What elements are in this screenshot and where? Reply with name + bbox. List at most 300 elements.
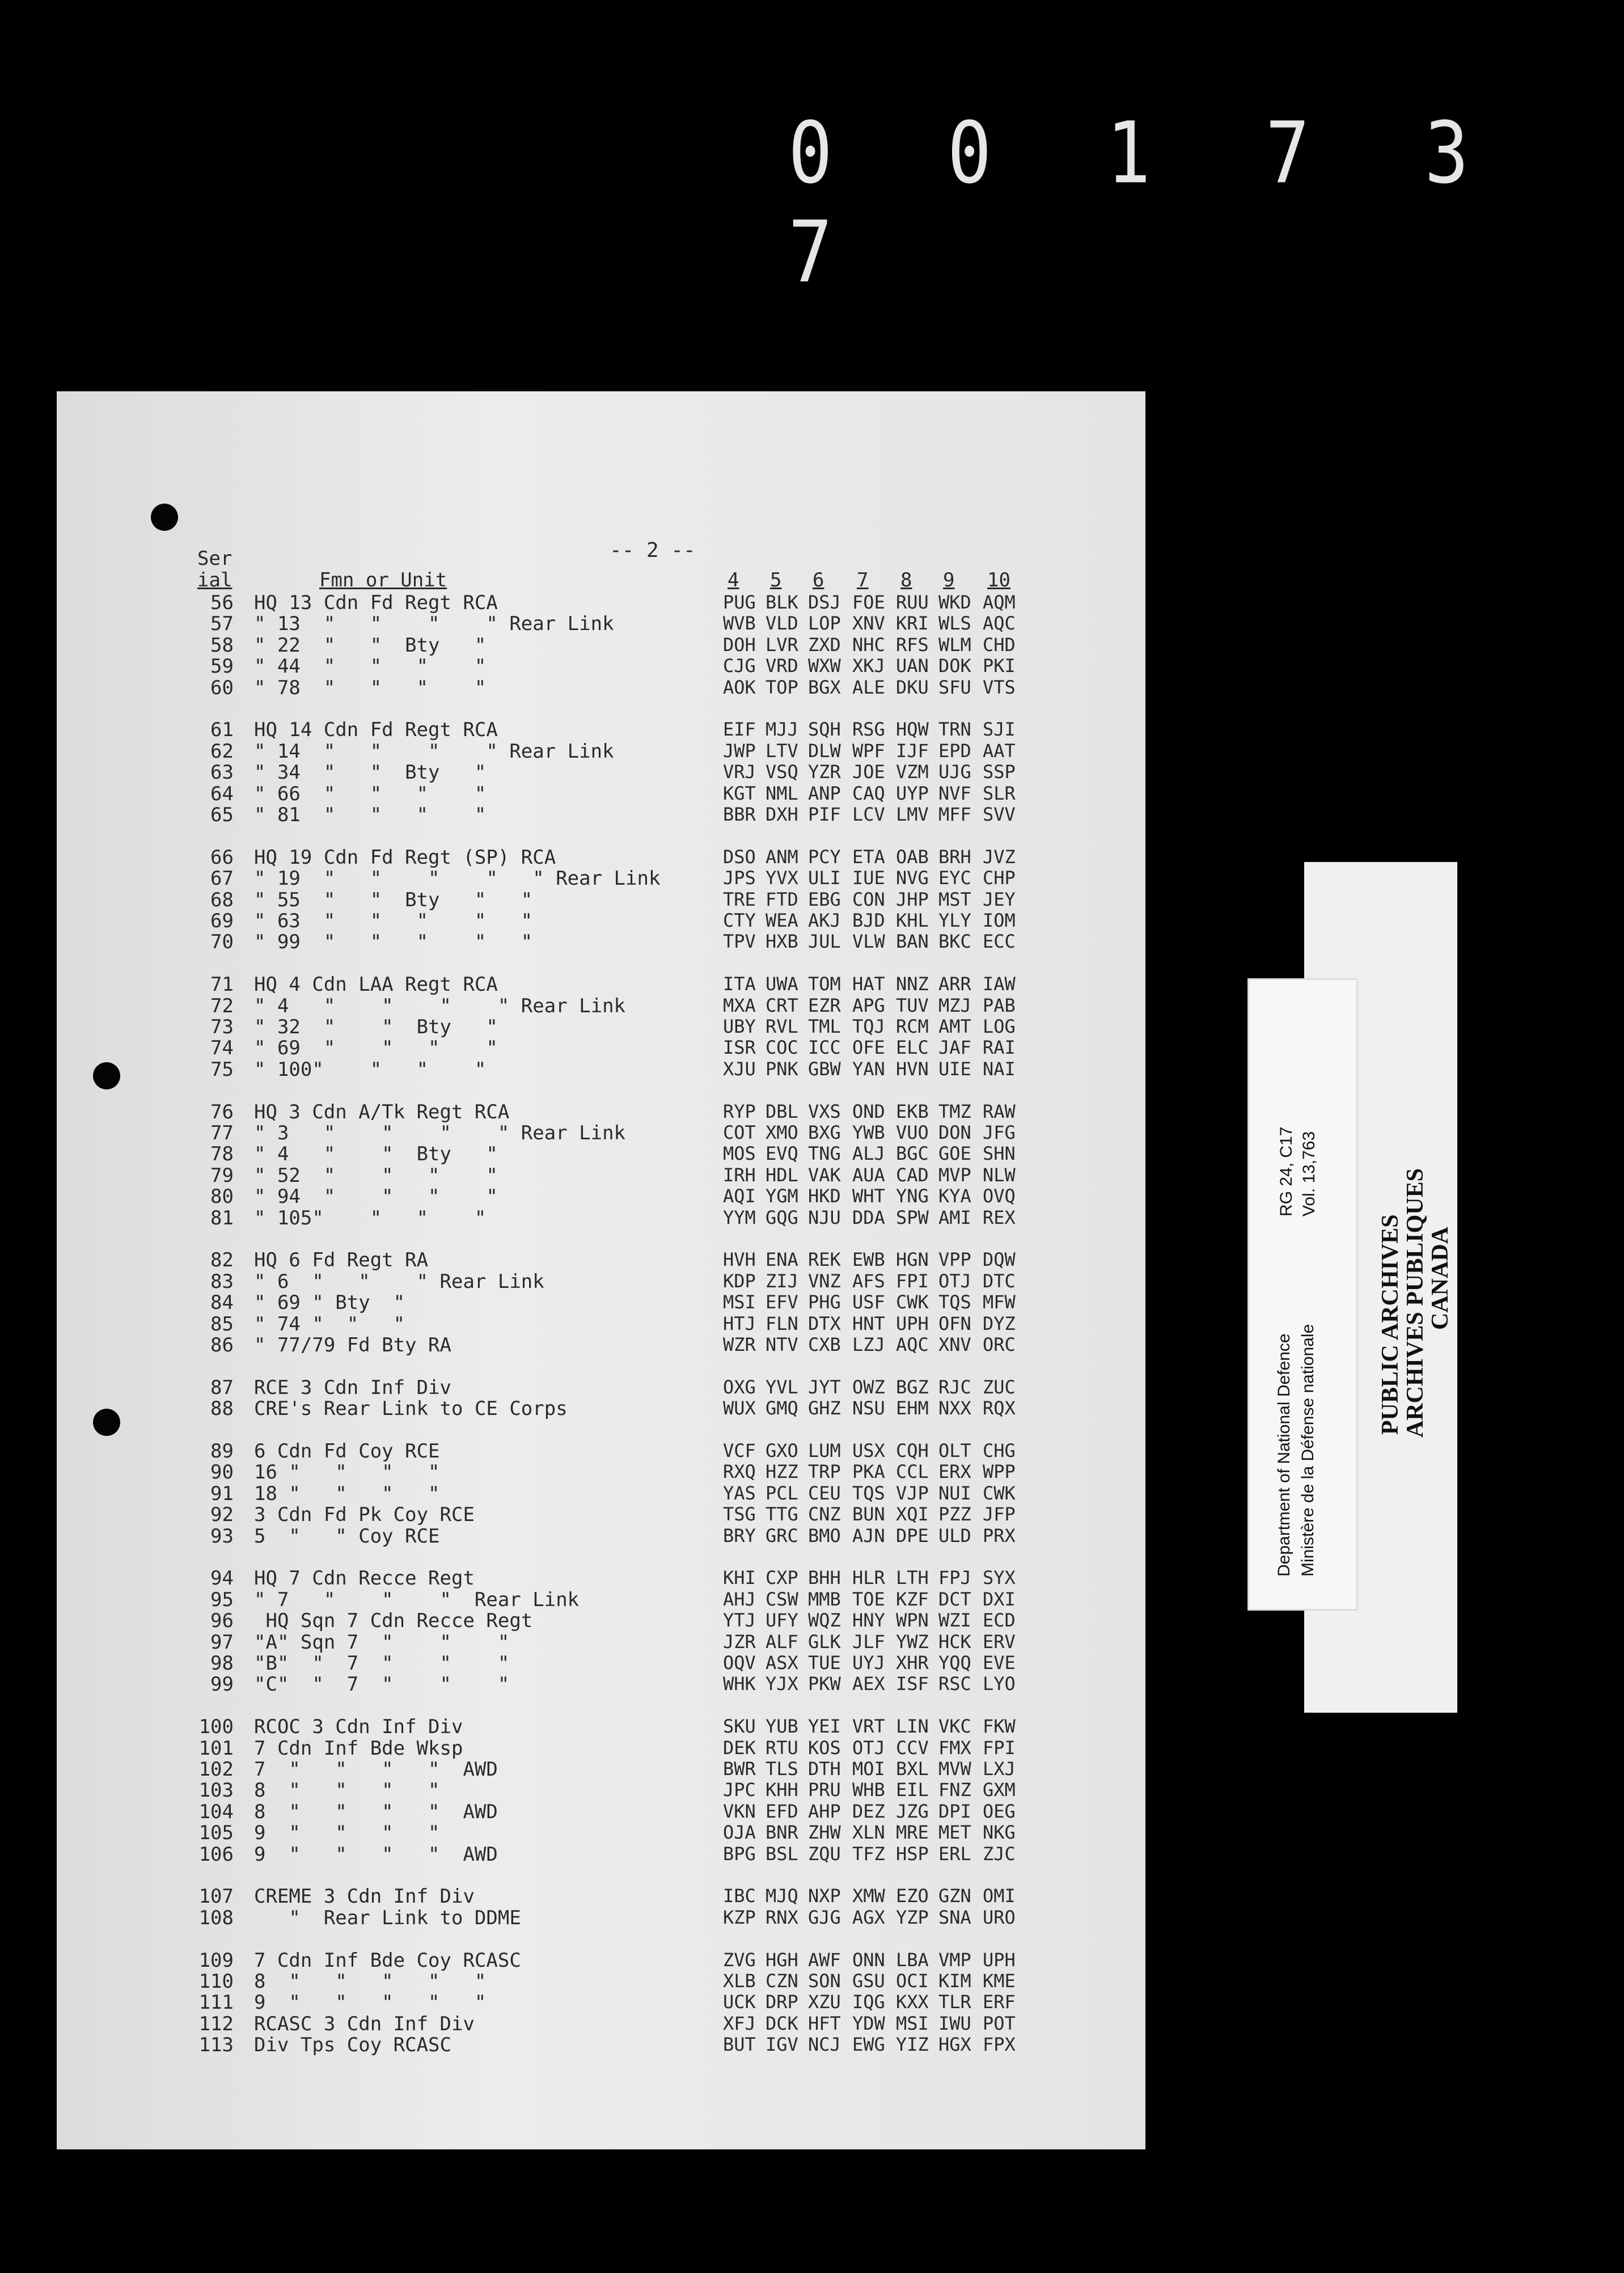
unit-name: Div Tps Coy RCASC [254,2034,451,2057]
code-cell: WKD [938,592,971,613]
serial-number: 66 [210,846,234,869]
code-cell: JEY [983,888,1016,910]
code-cell: DLW [808,740,841,762]
table-row [0,1291,1134,1315]
code-cell: EFV [766,1291,798,1313]
code-cell: JFP [983,1503,1016,1526]
code-cell: EIL [896,1779,929,1801]
code-cell: NCJ [808,2034,841,2056]
table-row [0,655,1134,676]
code-cell: RAW [983,1100,1016,1122]
code-cell: BBR [723,804,756,825]
code-cell: LYO [983,1673,1016,1695]
code-cell: UJG [938,761,971,783]
code-cell: VRT [852,1716,885,1738]
code-cell: IUE [852,867,885,889]
code-cell: URO [983,1906,1016,1928]
code-cell: OVQ [983,1185,1016,1207]
code-cell: NJU [808,1206,841,1228]
code-cell: TML [808,1016,841,1037]
code-cell: POT [983,2012,1016,2034]
table-row [0,1801,1134,1822]
table-row [0,1503,1134,1527]
code-cell: JVZ [983,846,1016,868]
code-cell: VRJ [723,761,756,783]
code-cell: AHJ [723,1588,756,1610]
code-cell: IGV [766,2034,798,2056]
code-cell: ISF [896,1673,929,1695]
table-row [0,592,1134,612]
code-cell: ULI [808,867,841,889]
table-row [0,1440,1134,1461]
serial-number: 101 [198,1737,234,1760]
serial-header-line1: Ser [197,547,232,570]
serial-number: 61 [210,719,234,742]
code-cell: FTD [766,888,798,910]
code-cell: TLR [938,1991,971,2013]
code-cell: MSI [896,2012,929,2034]
table-row [0,1207,1134,1228]
code-cell: AGX [852,1906,885,1928]
column-header: 4 [728,569,739,592]
code-cell: XZU [808,1991,841,2013]
serial-number: 89 [210,1440,234,1463]
serial-number: 63 [210,761,234,784]
code-cell: VLW [852,931,885,953]
code-cell: NUI [938,1482,971,1504]
code-cell: NTV [766,1334,798,1355]
code-cell: KZF [896,1588,929,1610]
serial-number: 83 [210,1270,234,1293]
code-cell: TPV [723,931,756,953]
table-row [0,1546,1134,1567]
serial-number: 84 [210,1291,234,1315]
code-cell: AQM [983,592,1016,613]
unit-name: RCE 3 Cdn Inf Div [254,1376,451,1399]
code-cell: OTJ [938,1270,971,1292]
code-cell: WUX [723,1397,756,1419]
code-cell: PUG [723,592,756,613]
code-cell: TUE [808,1652,841,1674]
code-cell: BKC [938,931,971,953]
code-cell: BWR [723,1758,756,1780]
code-cell: MVW [938,1758,971,1780]
code-cell: NHC [852,633,885,656]
code-cell: ITA [723,973,756,995]
code-cell: BGC [896,1143,929,1165]
code-cell: BHH [808,1567,841,1589]
code-cell: VLD [766,612,798,635]
code-cell: NVG [896,867,929,889]
code-cell: NVF [938,782,971,804]
unit-name: CRE's Rear Link to CE Corps [254,1397,568,1421]
code-cell: OQV [723,1652,756,1674]
code-cell: WHB [852,1779,885,1801]
code-cell: GOE [938,1143,971,1165]
code-cell: YEI [808,1716,841,1738]
code-cell: SQH [808,719,841,741]
code-cell: TOE [852,1588,885,1610]
table-row [0,1907,1134,1928]
code-cell: AFS [852,1270,885,1292]
serial-number: 57 [210,612,234,636]
code-cell: XMO [766,1122,798,1143]
unit-name: HQ Sqn 7 Cdn Recce Regt [254,1609,533,1633]
table-row [0,1673,1134,1694]
code-cell: YAS [723,1482,756,1504]
code-cell: TMZ [938,1100,971,1122]
serial-number: 87 [210,1376,234,1399]
code-cell: BPG [723,1843,756,1865]
code-cell: MSI [723,1291,756,1313]
table-row [0,1037,1134,1058]
table-row [0,1143,1134,1164]
unit-name: " 4 " " Bty " [254,1143,498,1166]
archive-ref-2: Vol. 13,763 [1300,1131,1318,1216]
code-cell: XFJ [723,2012,756,2034]
table-row [0,1101,1134,1122]
code-cell: ELC [896,1037,929,1059]
code-cell: USF [852,1291,885,1313]
serial-number: 94 [210,1567,234,1590]
department-en: Department of National Defence [1275,1333,1293,1577]
code-cell: VCF [723,1440,756,1461]
code-cell: REX [983,1206,1016,1228]
unit-name: " 6 " " " Rear Link [254,1270,544,1293]
code-cell: VMP [938,1949,971,1971]
code-cell: BGX [808,676,841,698]
code-cell: CTY [723,910,756,931]
unit-name: CREME 3 Cdn Inf Div [254,1885,475,1908]
code-cell: UWA [766,973,798,995]
code-cell: SYX [983,1567,1016,1589]
serial-number: 104 [198,1800,234,1823]
unit-name: 9 " " " " [254,1822,440,1845]
code-cell: YAN [852,1058,885,1080]
code-cell: AHP [808,1800,841,1822]
code-cell: DYZ [983,1312,1016,1334]
table-row [0,1334,1134,1355]
table-row [0,1355,1134,1376]
unit-name: 8 " " " " " [254,1970,487,1993]
archives-country: CANADA [1427,1227,1453,1330]
code-cell: BMO [808,1524,841,1547]
serial-number: 60 [210,676,234,699]
code-cell: BXG [808,1122,841,1143]
archives-en: PUBLIC ARCHIVES [1377,1214,1403,1435]
code-cell: CZN [766,1970,798,1992]
code-cell: TLS [766,1758,798,1780]
code-cell: TSG [723,1503,756,1526]
code-cell: MVP [938,1164,971,1186]
code-cell: PKA [852,1461,885,1483]
code-cell: OTJ [852,1737,885,1759]
code-cell: WXW [808,655,841,677]
column-header: 6 [813,569,824,592]
table-row [0,1185,1134,1209]
code-cell: RUU [896,592,929,613]
code-cell: CJG [723,655,756,677]
code-cell: ETA [852,846,885,868]
serial-number: 111 [198,1991,234,2014]
unit-name: RCASC 3 Cdn Inf Div [254,2012,475,2035]
code-cell: LOG [983,1016,1016,1037]
code-cell: COC [766,1037,798,1059]
code-cell: KHI [723,1567,756,1589]
code-cell: FPI [896,1270,929,1292]
code-cell: SKU [723,1716,756,1738]
code-cell: TRN [938,719,971,741]
code-cell: KME [983,1970,1016,1992]
serial-number: 86 [210,1334,234,1357]
code-cell: OWZ [852,1376,885,1398]
code-cell: AMI [938,1206,971,1228]
code-cell: ERF [983,1991,1016,2013]
code-cell: XHR [896,1652,929,1674]
code-cell: ECD [983,1609,1016,1632]
serial-number: 67 [210,867,234,890]
serial-number: 110 [198,1970,234,1993]
code-cell: HFT [808,2012,841,2034]
code-cell: WHK [723,1673,756,1695]
code-cell: NML [766,782,798,804]
code-cell: DTC [983,1270,1016,1292]
code-cell: BNR [766,1822,798,1844]
code-cell: ERX [938,1461,971,1483]
code-cell: HAT [852,973,885,995]
unit-name: " 77/79 Fd Bty RA [254,1334,451,1357]
code-cell: DEZ [852,1800,885,1822]
unit-name: " 81 " " " " [254,804,487,826]
code-cell: WVB [723,612,756,635]
code-cell: XNV [852,612,885,635]
code-cell: ASX [766,1652,798,1674]
code-cell: GZN [938,1885,971,1907]
table-row [0,1695,1134,1716]
code-cell: CXB [808,1334,841,1355]
code-cell: WPF [852,740,885,762]
code-cell: EZR [808,994,841,1016]
table-row [0,995,1134,1016]
code-cell: OLT [938,1440,971,1461]
serial-number: 93 [210,1524,234,1548]
unit-name: HQ 14 Cdn Fd Regt RCA [254,719,498,742]
code-cell: ANP [808,782,841,804]
code-cell: REK [808,1249,841,1271]
table-row [0,1822,1134,1843]
table-row [0,1758,1134,1779]
code-cell: CHG [983,1440,1016,1461]
code-cell: XQI [896,1503,929,1526]
table-row [0,1970,1134,1991]
code-cell: ZJC [983,1843,1016,1865]
code-cell: XMW [852,1885,885,1907]
code-cell: YVL [766,1376,798,1398]
serial-number: 62 [210,740,234,763]
serial-number: 112 [198,2012,234,2035]
code-cell: DSJ [808,592,841,613]
code-cell: NAI [983,1058,1016,1080]
code-cell: TRP [808,1461,841,1483]
code-cell: PCY [808,846,841,868]
code-cell: YIZ [896,2034,929,2056]
serial-number: 75 [210,1058,234,1081]
code-cell: CAQ [852,782,885,804]
code-cell: RQX [983,1397,1016,1419]
table-row [0,1928,1134,1949]
code-cell: ERL [938,1843,971,1865]
code-cell: LUM [808,1440,841,1461]
table-row [0,719,1134,740]
code-cell: WPP [983,1461,1016,1483]
code-cell: DPE [896,1524,929,1547]
code-cell: DSO [723,846,756,868]
code-cell: VKC [938,1716,971,1738]
code-cell: HCK [938,1630,971,1653]
code-cell: EZO [896,1885,929,1907]
code-cell: ISR [723,1037,756,1059]
table-row [0,2013,1134,2034]
code-cell: VKN [723,1800,756,1822]
code-cell: DQW [983,1249,1016,1271]
code-cell: COT [723,1122,756,1143]
code-cell: VAK [808,1164,841,1186]
code-cell: KRI [896,612,929,635]
code-cell: KZP [723,1906,756,1928]
code-cell: MRE [896,1822,929,1844]
code-cell: RCM [896,1016,929,1037]
frame-number: 0 0 1 7 3 7 [788,103,1504,302]
unit-name: " 14 " " " " Rear Link [254,740,614,763]
code-cell: KOS [808,1737,841,1759]
serial-number: 73 [210,1016,234,1038]
table-row [0,1270,1134,1291]
code-cell: BGZ [896,1376,929,1398]
table-row [0,1016,1134,1037]
code-cell: YZP [896,1906,929,1928]
code-cell: TRE [723,888,756,910]
unit-name: " 19 " " " " " Rear Link [254,867,661,890]
code-cell: XJU [723,1058,756,1080]
code-cell: SPW [896,1206,929,1228]
archive-ref-1: RG 24, C17 [1277,1126,1296,1216]
table-row [0,952,1134,973]
code-cell: FOE [852,592,885,613]
code-cell: JAF [938,1037,971,1059]
code-cell: GXO [766,1440,798,1461]
serial-number: 68 [210,888,234,911]
unit-name: " 55 " " Bty " " [254,888,533,911]
code-cell: MJJ [766,719,798,741]
code-cell: AAT [983,740,1016,762]
unit-name: 9 " " " " " [254,1991,487,2014]
code-cell: LMV [896,804,929,825]
code-cell: KXX [896,1991,929,2013]
code-cell: IBC [723,1885,756,1907]
table-row [0,1631,1134,1652]
serial-number: 109 [198,1949,234,1972]
code-cell: XNV [938,1334,971,1355]
code-cell: SLR [983,782,1016,804]
code-cell: UFY [766,1609,798,1632]
unit-name: " 94 " " " " [254,1185,498,1209]
table-row [0,1249,1134,1270]
code-cell: VSQ [766,761,798,783]
code-cell: CSW [766,1588,798,1610]
code-cell: IWU [938,2012,971,2034]
serial-number: 69 [210,910,234,932]
code-cell: ICC [808,1037,841,1059]
code-cell: LCV [852,804,885,825]
code-cell: PHG [808,1291,841,1313]
code-cell: XKJ [852,655,885,677]
code-cell: KIM [938,1970,971,1992]
code-cell: MMB [808,1588,841,1610]
code-cell: DTH [808,1758,841,1780]
table-row [0,931,1134,952]
code-cell: FMX [938,1737,971,1759]
table-row [0,1079,1134,1100]
code-cell: HGH [766,1949,798,1971]
code-cell: WPN [896,1609,929,1632]
code-cell: VXS [808,1100,841,1122]
unit-name: " 3 " " " " Rear Link [254,1122,626,1144]
code-cell: YWZ [896,1630,929,1653]
code-cell: HGX [938,2034,971,2056]
unit-name: "B" " 7 " " " [254,1652,510,1675]
table-row [0,1949,1134,1970]
code-cell: EYC [938,867,971,889]
code-cell: PAB [983,994,1016,1016]
code-cell: JYT [808,1376,841,1398]
unit-name: HQ 7 Cdn Recce Regt [254,1567,475,1590]
unit-name: "C" " 7 " " " [254,1673,510,1696]
code-cell: BAN [896,931,929,953]
code-cell: GMQ [766,1397,798,1419]
serial-number: 80 [210,1185,234,1209]
code-cell: JWP [723,740,756,762]
serial-number: 96 [210,1609,234,1633]
code-cell: ZXD [808,633,841,656]
unit-name: " 99 " " " " " [254,931,533,954]
code-cell: MOI [852,1758,885,1780]
code-cell: LTH [896,1567,929,1589]
code-cell: SFU [938,676,971,698]
code-cell: RFS [896,633,929,656]
serial-number: 95 [210,1588,234,1611]
code-cell: ZUC [983,1376,1016,1398]
code-cell: FPX [983,2034,1016,2056]
serial-number: 100 [198,1716,234,1739]
unit-name: " 34 " " Bty " [254,761,487,784]
table-row [0,1228,1134,1249]
unit-name: " 100" " " " [254,1058,487,1081]
code-cell: ORC [983,1334,1016,1355]
serial-number: 113 [198,2034,234,2057]
code-cell: KYA [938,1185,971,1207]
code-cell: CAD [896,1164,929,1186]
code-cell: TOP [766,676,798,698]
code-cell: PCL [766,1482,798,1504]
code-cell: TQS [852,1482,885,1504]
code-cell: EPD [938,740,971,762]
code-cell: HSP [896,1843,929,1865]
code-cell: EVE [983,1652,1016,1674]
code-cell: LVR [766,633,798,656]
serial-number: 74 [210,1037,234,1060]
table-row [0,1652,1134,1673]
code-cell: DBL [766,1100,798,1122]
